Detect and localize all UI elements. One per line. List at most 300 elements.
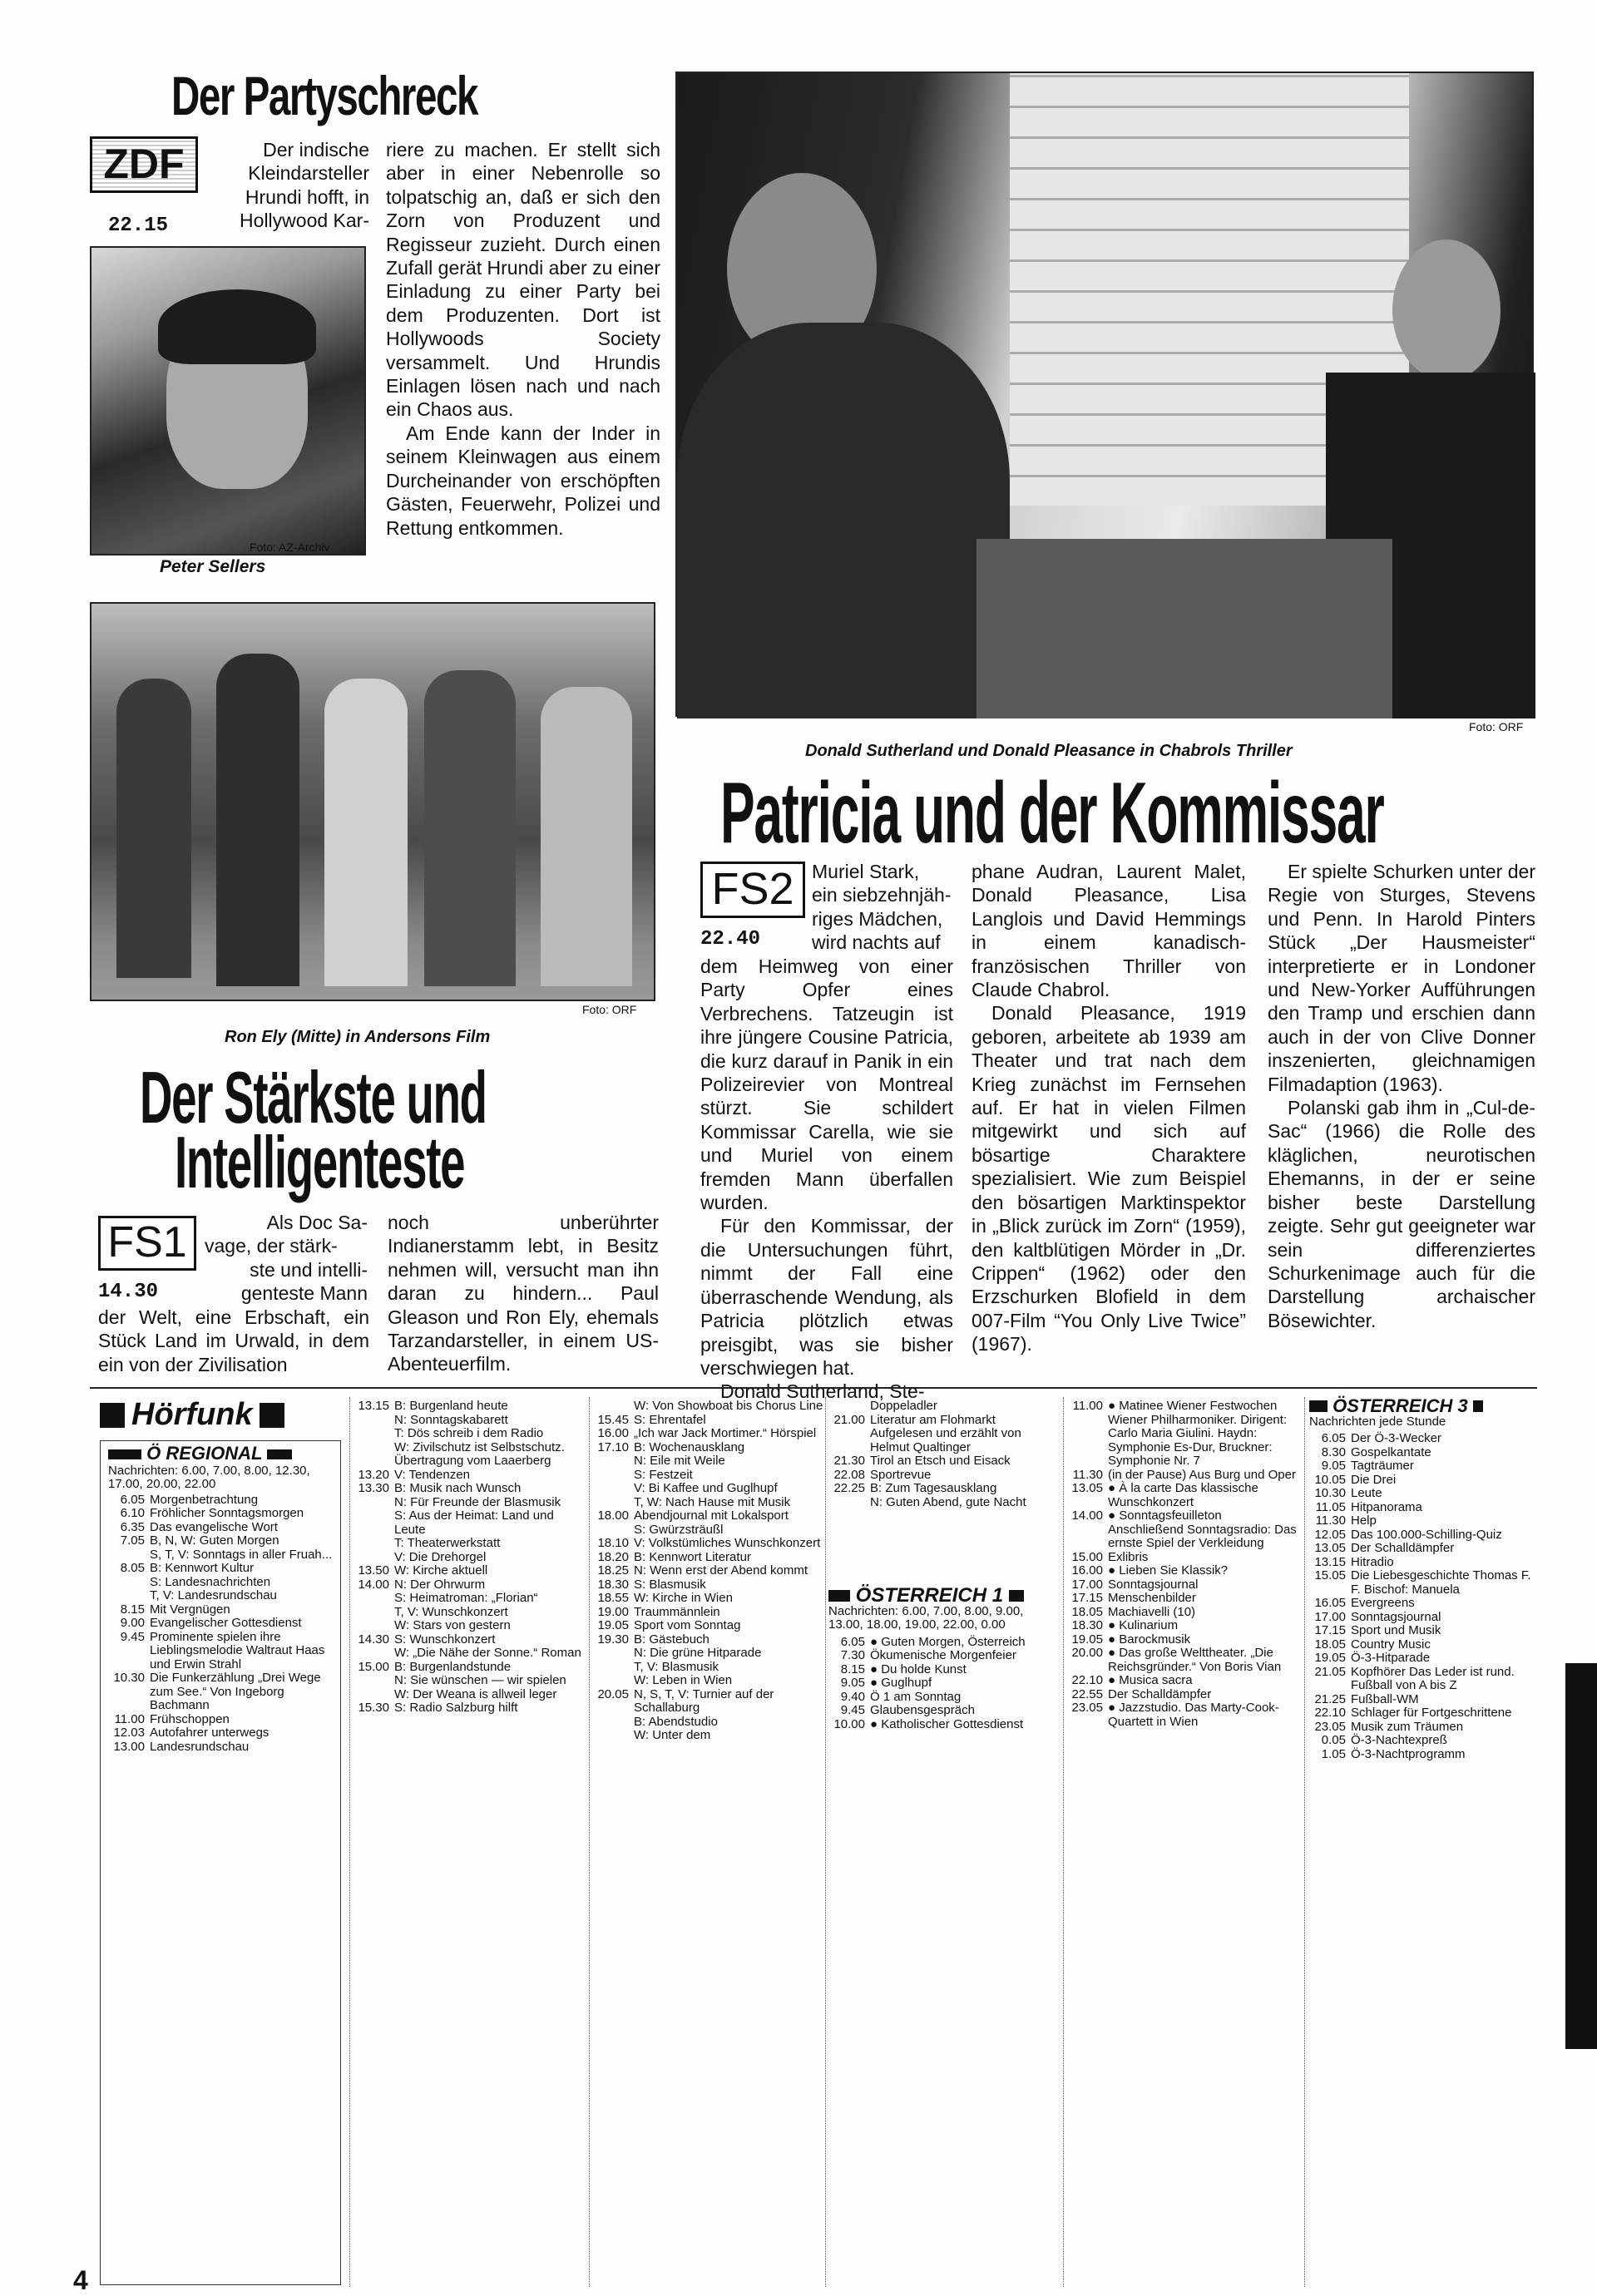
program-title: Die Drei — [1351, 1472, 1397, 1487]
program-entry — [1066, 1578, 1298, 1592]
fs2-intro-line: wird nachts auf — [812, 931, 941, 954]
program-title: B: Kennwort Literatur — [634, 1549, 751, 1564]
program-entry — [592, 1427, 825, 1441]
fs1-time: 14.30 — [98, 1281, 159, 1303]
program-entry — [592, 1564, 825, 1578]
program-entry — [592, 1469, 825, 1483]
program-title: Ö-3-Hitparade — [1351, 1651, 1431, 1665]
program-entry — [353, 1400, 587, 1414]
fs2-body-col1 — [700, 955, 953, 1404]
black-square-icon — [100, 1403, 125, 1428]
oe3-list — [1309, 1432, 1537, 1761]
program-title: Menschenbilder — [1108, 1591, 1196, 1605]
fs2-paragraph: phane Audran, Laurent Malet, Donald Pleasance, Lisa Langlois und David Hemmings in einem kanadisch-französischen Thriller von Claude Chabrol. — [972, 861, 1246, 1001]
program-title: N, S, T, V: Turnier auf der Schallaburg — [634, 1686, 774, 1715]
program-entry — [828, 1718, 1058, 1732]
program-entry — [828, 1691, 1058, 1705]
program-entry — [353, 1592, 587, 1606]
program-time: 9.40 — [840, 1689, 865, 1704]
fs1-intro-line: ste und intelli- — [250, 1258, 368, 1281]
program-entry — [828, 1636, 1058, 1650]
program-time: 13.00 — [113, 1739, 145, 1754]
program-title: Traummännlein — [634, 1604, 720, 1619]
program-time — [353, 1427, 394, 1441]
program-entry — [108, 1507, 338, 1521]
program-title: N: Für Freunde der Blasmusik — [394, 1494, 561, 1509]
program-time: 15.30 — [358, 1701, 389, 1715]
program-time — [828, 1496, 870, 1510]
program-entry — [592, 1496, 825, 1510]
oe3-title-label: ÖSTERREICH 3 — [1332, 1395, 1468, 1416]
program-time: 23.05 — [1314, 1719, 1346, 1734]
program-entry — [353, 1701, 587, 1716]
program-entry — [353, 1496, 587, 1510]
fs2-body-col3 — [1268, 860, 1535, 1332]
program-title: Der Schalldämpfer — [1351, 1541, 1455, 1555]
program-entry — [1309, 1569, 1537, 1597]
program-title: S: Festzeit — [634, 1467, 693, 1482]
program-entry — [1309, 1514, 1537, 1528]
program-time: 9.45 — [840, 1703, 865, 1717]
program-time — [592, 1716, 634, 1730]
program-entry — [108, 1713, 338, 1727]
program-time: 18.05 — [1071, 1604, 1103, 1619]
fs2-logo: FS2 — [700, 862, 805, 918]
fs2-intro — [812, 860, 953, 955]
hoerfunk-title — [100, 1397, 284, 1433]
program-title: B, N, W: Guten Morgen — [150, 1533, 279, 1548]
program-time: 11.30 — [1072, 1467, 1103, 1482]
program-entry — [1309, 1474, 1537, 1488]
program-entry — [592, 1606, 825, 1620]
fs2-intro-line: riges Mädchen, — [812, 907, 943, 930]
program-entry — [592, 1551, 825, 1565]
radio-col-4 — [828, 1400, 1058, 1731]
program-time: 22.10 — [1071, 1673, 1103, 1687]
program-time: 18.30 — [597, 1577, 629, 1592]
program-title: ● Guglhupf — [870, 1676, 932, 1690]
program-entry — [353, 1564, 587, 1578]
program-title: ● Kulinarium — [1108, 1618, 1179, 1632]
program-entry — [353, 1633, 587, 1647]
program-time: 19.05 — [1071, 1632, 1103, 1647]
program-title: Sonntagsjournal — [1351, 1609, 1441, 1624]
program-title: ● Matinee Wiener Festwochen Wiener Philharmoniker. Dirigent: Carlo Maria Giulini. Haydn: Symphonie Es-Dur, Bruckner: Symphonie Nr. 7 — [1108, 1399, 1288, 1468]
program-title: Ö 1 am Sonntag — [870, 1689, 962, 1704]
program-time: 15.00 — [358, 1659, 389, 1674]
program-entry — [592, 1509, 825, 1523]
large-photo-credit: Foto: ORF — [1469, 720, 1524, 733]
program-entry — [353, 1688, 587, 1702]
program-time: 17.00 — [1071, 1577, 1103, 1592]
program-time — [592, 1469, 634, 1483]
program-time: 23.05 — [1071, 1701, 1103, 1715]
program-title: Evangelischer Gottesdienst — [150, 1616, 302, 1630]
regional-title — [108, 1443, 338, 1464]
radio-divider — [1304, 1397, 1305, 2287]
program-time: 14.00 — [1071, 1508, 1103, 1523]
program-title: Exlibris — [1108, 1549, 1149, 1564]
program-time: 8.15 — [840, 1662, 865, 1676]
regional-news: Nachrichten: 6.00, 7.00, 8.00, 12.30, 17.00, 20.00, 22.00 — [108, 1463, 310, 1491]
program-entry — [592, 1578, 825, 1592]
program-title: S: Blasmusik — [634, 1577, 706, 1592]
radio-col-3 — [592, 1400, 825, 1743]
program-title: ● Du holde Kunst — [870, 1662, 967, 1676]
program-title: Prominente spielen ihre Lieblingsmelodie Waltraut Haas und Erwin Strahl — [150, 1629, 325, 1671]
program-entry — [108, 1576, 338, 1590]
program-time — [108, 1589, 150, 1603]
program-entry — [108, 1671, 338, 1713]
program-title: Ökumenische Morgenfeier — [870, 1648, 1016, 1662]
program-entry — [108, 1521, 338, 1535]
program-title: Literatur am Flohmarkt Aufgelesen und erzählt von Helmut Qualtinger — [870, 1412, 1021, 1454]
program-title: ● Sonntagsfeuilleton Anschließend Sonntagsradio: Das ernste Spiel der Verkleidung — [1108, 1508, 1297, 1550]
zdf-paragraph: Am Ende kann der Inder in seinem Kleinwagen aus einem Durcheinander von erschöpften Gästen, Feuerwehr, Polizei und Rettung entkommen. — [386, 422, 660, 539]
program-time — [592, 1523, 634, 1538]
fs1-intro — [205, 1211, 368, 1306]
program-time — [353, 1619, 394, 1633]
program-time: 9.00 — [120, 1616, 145, 1630]
program-title: W: Leben in Wien — [634, 1673, 733, 1687]
program-entry — [1066, 1564, 1298, 1578]
program-title: T, V: Landesrundschau — [150, 1588, 277, 1602]
program-title: B: Gästebuch — [634, 1632, 710, 1647]
program-title: ● Guten Morgen, Österreich — [870, 1634, 1026, 1649]
program-time: 8.30 — [1321, 1444, 1346, 1459]
program-time — [592, 1400, 634, 1414]
program-entry — [353, 1537, 587, 1551]
program-time: 6.10 — [120, 1506, 145, 1520]
program-title: W: Der Weana is allweil leger — [394, 1686, 557, 1701]
fs1-body-col1: der Welt, eine Erbschaft, ein Stück Land im Urwald, in dem ein von der Zivilisation — [98, 1306, 369, 1375]
program-entry — [108, 1548, 338, 1563]
program-entry — [828, 1496, 1058, 1510]
program-time: 22.25 — [833, 1481, 865, 1495]
program-title: Morgenbetrachtung — [150, 1492, 259, 1507]
fs2-paragraph: Für den Kommissar, der die Untersuchungen führt, nimmt der Fall eine überraschende Wendung, als Patricia plötzlich etwas preisgibt, was sie bisher verschwiegen hat. — [700, 1215, 953, 1379]
program-entry — [1066, 1688, 1298, 1702]
program-entry — [1066, 1592, 1298, 1606]
program-time — [353, 1688, 394, 1702]
program-title: B: Burgenland heute — [394, 1399, 508, 1413]
program-time: 7.30 — [840, 1648, 865, 1662]
program-title: V: Volkstümliches Wunschkonzert — [634, 1536, 821, 1550]
program-entry — [592, 1716, 825, 1730]
program-time — [353, 1674, 394, 1688]
program-title: N: Sie wünschen — wir spielen — [394, 1673, 566, 1687]
program-time: 13.20 — [358, 1467, 389, 1482]
program-entry — [353, 1427, 587, 1441]
program-time: 11.00 — [1072, 1399, 1103, 1413]
oe3-news: Nachrichten jede Stunde — [1309, 1414, 1446, 1429]
zdf-intro-line: Kleindarsteller — [248, 162, 369, 185]
bar-icon — [1009, 1590, 1024, 1602]
program-title: N: Eile mit Weile — [634, 1454, 725, 1468]
program-time — [592, 1661, 634, 1675]
program-time — [353, 1496, 394, 1510]
radio-col-5 — [1066, 1400, 1298, 1729]
program-title: Kopfhörer Das Leder ist rund. Fußball von A bis Z — [1351, 1664, 1515, 1692]
program-time: 17.10 — [597, 1439, 629, 1454]
fs2-headline: Patricia und der Kommissar — [720, 765, 1384, 862]
program-title: Autofahrer unterwegs — [150, 1726, 269, 1740]
program-title: Tagträumer — [1351, 1459, 1414, 1473]
program-title: Der Ö-3-Wecker — [1351, 1431, 1441, 1445]
program-time: 16.00 — [1071, 1563, 1103, 1578]
program-title: N: Sonntagskabarett — [394, 1412, 508, 1427]
program-time: 7.05 — [120, 1533, 145, 1548]
program-entry — [828, 1663, 1058, 1677]
program-time: 13.15 — [1314, 1554, 1346, 1569]
program-time: 13.05 — [1071, 1481, 1103, 1495]
program-title: Das 100.000-Schilling-Quiz — [1351, 1527, 1502, 1542]
program-time — [353, 1606, 394, 1620]
program-time — [353, 1551, 394, 1565]
zdf-intro — [206, 138, 369, 233]
program-title: N: Der Ohrwurm — [394, 1577, 486, 1592]
program-entry — [592, 1400, 825, 1414]
program-entry — [353, 1441, 587, 1469]
program-title: ● Jazzstudio. Das Marty-Cook-Quartett in Wien — [1108, 1701, 1279, 1729]
program-title: W: „Die Nähe der Sonne.“ Roman — [394, 1646, 581, 1660]
program-time — [353, 1537, 394, 1551]
program-title: Landesrundschau — [150, 1739, 250, 1754]
program-time: 15.05 — [1314, 1568, 1346, 1583]
program-title: Die Funkerzählung „Drei Wege zum See.“ Von Ingeborg Bachmann — [150, 1671, 321, 1712]
program-title: Fußball-WM — [1351, 1691, 1419, 1706]
program-time: 10.00 — [833, 1716, 865, 1731]
fs1-photo-caption: Ron Ely (Mitte) in Andersons Film — [225, 1028, 491, 1046]
radio-divider — [349, 1397, 350, 2287]
program-title: V: Tendenzen — [394, 1467, 470, 1482]
program-entry — [1066, 1674, 1298, 1688]
fs1-intro-line: genteste Mann — [240, 1282, 368, 1305]
program-time: 19.00 — [597, 1604, 629, 1619]
program-time — [828, 1400, 870, 1414]
doc-savage-photo — [90, 602, 655, 1001]
bar-icon — [267, 1449, 292, 1459]
program-entry — [592, 1647, 825, 1661]
oe1-title-label: ÖSTERREICH 1 — [855, 1584, 1004, 1607]
program-title: Sport vom Sonntag — [634, 1618, 741, 1632]
program-time: 10.30 — [113, 1671, 145, 1685]
program-title: Die Liebesgeschichte Thomas F. F. Bischof: Manuela — [1351, 1568, 1531, 1597]
program-title: Fröhlicher Sonntagsmorgen — [150, 1506, 304, 1520]
program-entry — [108, 1562, 338, 1576]
program-title: S: Landesnachrichten — [150, 1574, 271, 1589]
program-time — [592, 1647, 634, 1661]
program-entry — [353, 1482, 587, 1496]
program-time: 18.10 — [597, 1536, 629, 1550]
program-title: W: Unter dem — [634, 1728, 711, 1742]
program-entry — [1309, 1542, 1537, 1556]
program-time: 8.15 — [120, 1602, 145, 1617]
program-entry — [592, 1729, 825, 1743]
program-entry — [353, 1674, 587, 1688]
program-entry — [1066, 1701, 1298, 1729]
chabrol-thriller-photo — [675, 72, 1534, 717]
program-time — [592, 1482, 634, 1496]
program-entry — [353, 1509, 587, 1537]
zdf-photo-credit: Foto: AZ-Archiv — [250, 541, 330, 554]
program-title: S: Gwürzsträußl — [634, 1522, 724, 1537]
program-entry — [353, 1414, 587, 1428]
program-entry — [1066, 1647, 1298, 1674]
program-entry — [108, 1494, 338, 1508]
program-title: B: Kennwort Kultur — [150, 1561, 255, 1575]
program-time: 6.05 — [120, 1492, 145, 1507]
oe1-news: Nachrichten: 6.00, 7.00, 8.00, 9.00, 13.00, 18.00, 19.00, 22.00, 0.00 — [828, 1603, 1024, 1632]
program-time: 18.20 — [597, 1549, 629, 1564]
fs1-photo-credit: Foto: ORF — [582, 1003, 637, 1016]
program-entry — [1309, 1748, 1537, 1762]
program-entry — [1309, 1459, 1537, 1474]
program-title: B: Burgenlandstunde — [394, 1659, 512, 1674]
program-entry — [1309, 1432, 1537, 1446]
zdf-intro-line: Hollywood Kar- — [240, 210, 369, 232]
program-time: 18.05 — [1314, 1637, 1346, 1652]
oe1-title — [828, 1584, 1058, 1607]
program-entry — [1066, 1400, 1298, 1469]
radio-col-2 — [353, 1400, 587, 1716]
program-title: Machiavelli (10) — [1108, 1604, 1196, 1619]
radio-col-oe3 — [1309, 1395, 1537, 1761]
program-time: 18.25 — [597, 1563, 629, 1578]
program-entry — [1309, 1446, 1537, 1460]
program-entry — [1066, 1509, 1298, 1551]
fs2-paragraph: Donald Sutherland, Ste- — [720, 1380, 925, 1403]
program-title: Musik zum Träumen — [1351, 1719, 1464, 1734]
program-time: 6.05 — [840, 1634, 865, 1649]
program-time — [108, 1576, 150, 1590]
program-title: ● Das große Welttheater. „Die Reichsgründer.“ Von Boris Vian — [1108, 1646, 1282, 1674]
radio-divider — [825, 1397, 826, 2287]
radio-col-4-list — [828, 1400, 1058, 1509]
program-entry — [828, 1482, 1058, 1496]
radio-top-rule — [90, 1387, 1537, 1389]
zdf-time: 22.15 — [108, 215, 169, 237]
program-entry — [1309, 1611, 1537, 1625]
program-entry — [1309, 1693, 1537, 1707]
page-edge-bar — [1565, 1663, 1597, 2049]
fs2-paragraph: dem Heimweg von einer Party Opfer eines Verbrechens. Tatzeugin ist ihre jüngere Cousine Patricia, die kurz darauf in Panik in ein Polizeirevier von Montreal stürzt. Sie schildert Kommissar Carella, wie sie und Muriel von einem fremden Mann überfallen wurden. — [700, 955, 953, 1214]
program-entry — [828, 1649, 1058, 1663]
program-title: Hitpanorama — [1351, 1499, 1422, 1514]
program-time: 12.03 — [113, 1726, 145, 1740]
zdf-intro-line: Hrundi hofft, in — [245, 185, 369, 208]
zdf-photo-caption: Peter Sellers — [160, 557, 266, 576]
program-title: Sport und Musik — [1351, 1623, 1441, 1637]
program-entry — [828, 1454, 1058, 1469]
program-entry — [353, 1606, 587, 1620]
program-time: 9.45 — [120, 1629, 145, 1644]
program-time: 0.05 — [1321, 1733, 1346, 1747]
program-entry — [108, 1741, 338, 1755]
program-title: S: Wunschkonzert — [394, 1632, 496, 1647]
program-time — [592, 1729, 634, 1743]
program-time: 21.25 — [1314, 1691, 1346, 1706]
program-time — [592, 1454, 634, 1469]
bar-icon — [828, 1590, 850, 1602]
program-time: 18.30 — [1071, 1618, 1103, 1632]
program-entry — [1309, 1652, 1537, 1666]
program-entry — [1066, 1633, 1298, 1647]
program-entry — [1309, 1666, 1537, 1693]
program-time: 13.05 — [1314, 1541, 1346, 1555]
large-photo-caption: Donald Sutherland und Donald Pleasance in Chabrols Thriller — [805, 742, 1293, 760]
program-time: 21.30 — [833, 1454, 865, 1468]
program-entry — [592, 1523, 825, 1538]
program-entry — [592, 1674, 825, 1688]
program-entry — [108, 1726, 338, 1741]
program-entry — [108, 1603, 338, 1617]
program-time — [353, 1509, 394, 1537]
program-time — [592, 1674, 634, 1688]
program-entry — [353, 1551, 587, 1565]
program-title: Ö-3-Nachtexpreß — [1351, 1733, 1447, 1747]
program-time — [108, 1548, 150, 1563]
regional-title-label: Ö REGIONAL — [146, 1443, 263, 1464]
program-entry — [1309, 1501, 1537, 1515]
program-time: 15.00 — [1071, 1549, 1103, 1564]
program-entry — [592, 1661, 825, 1675]
program-entry — [828, 1469, 1058, 1483]
program-time: 9.05 — [840, 1676, 865, 1690]
program-title: Evergreens — [1351, 1596, 1415, 1610]
program-entry — [828, 1704, 1058, 1718]
bar-icon — [1473, 1400, 1483, 1412]
program-title: ● Lieben Sie Klassik? — [1108, 1563, 1229, 1578]
program-time: 9.05 — [1321, 1459, 1346, 1473]
program-title: Schlager für Fortgeschrittene — [1351, 1706, 1512, 1720]
oe3-title — [1309, 1395, 1537, 1416]
fs2-paragraph: Er spielte Schurken unter der Regie von Sturges, Stevens und Penn. In Harold Pinters Stück „Der Hausmeister“ interpretierte er in Londoner und New-Yorker Aufführungen den Tramp und erschien dann auch in der von Clive Donner inszenierten, gleichnamigen Filmadaption (1963). — [1268, 861, 1535, 1095]
program-time: 18.55 — [597, 1591, 629, 1605]
program-title: Gospelkantate — [1351, 1444, 1431, 1459]
fs1-headline-line2: Intelligenteste — [175, 1121, 465, 1203]
program-title: Tirol an Etsch und Eisack — [870, 1454, 1011, 1468]
program-entry — [828, 1414, 1058, 1455]
fs2-time: 22.40 — [700, 928, 761, 950]
program-entry — [1066, 1469, 1298, 1483]
program-title: S: Heimatroman: „Florian“ — [394, 1591, 538, 1605]
program-time: 8.05 — [120, 1561, 145, 1575]
program-entry — [592, 1537, 825, 1551]
program-title: V: Bi Kaffee und Guglhupf — [634, 1481, 778, 1495]
fs1-logo: FS1 — [98, 1216, 196, 1271]
program-title: Abendjournal mit Lokalsport — [634, 1508, 789, 1523]
zdf-headline: Der Partyschreck — [171, 65, 477, 126]
program-title: Glaubensgespräch — [870, 1703, 975, 1717]
program-title: Country Music — [1351, 1637, 1431, 1652]
program-title: W: Stars von gestern — [394, 1618, 511, 1632]
zdf-logo: ZDF — [90, 136, 198, 193]
program-title: Hitradio — [1351, 1554, 1394, 1569]
program-title: Leute — [1351, 1486, 1382, 1500]
program-time: 14.30 — [358, 1632, 389, 1647]
zdf-paragraph: riere zu machen. Er stellt sich aber in einer Nebenrolle so tolpatschig an, daß er sich den Zorn von Produzent und Regisseur zuzieht. Durch einen Zufall gerät Hrundi aber zu einer Einladung zu einer Party bei dem Produzenten. Dort ist Hollywoods Society versammelt. Und Hrundis Einlagen lösen nach und nach ein Chaos aus. — [386, 139, 660, 421]
hoerfunk-label: Hörfunk — [131, 1397, 253, 1432]
program-title: S, T, V: Sonntags in aller Fruah... — [150, 1547, 333, 1562]
zdf-body — [386, 138, 660, 540]
program-time: 22.10 — [1314, 1706, 1346, 1720]
program-title: Ö-3-Nachtprogramm — [1351, 1746, 1466, 1761]
program-time — [353, 1592, 394, 1606]
program-title: Sonntagsjournal — [1108, 1577, 1199, 1592]
program-entry — [1066, 1606, 1298, 1620]
program-time — [353, 1441, 394, 1469]
